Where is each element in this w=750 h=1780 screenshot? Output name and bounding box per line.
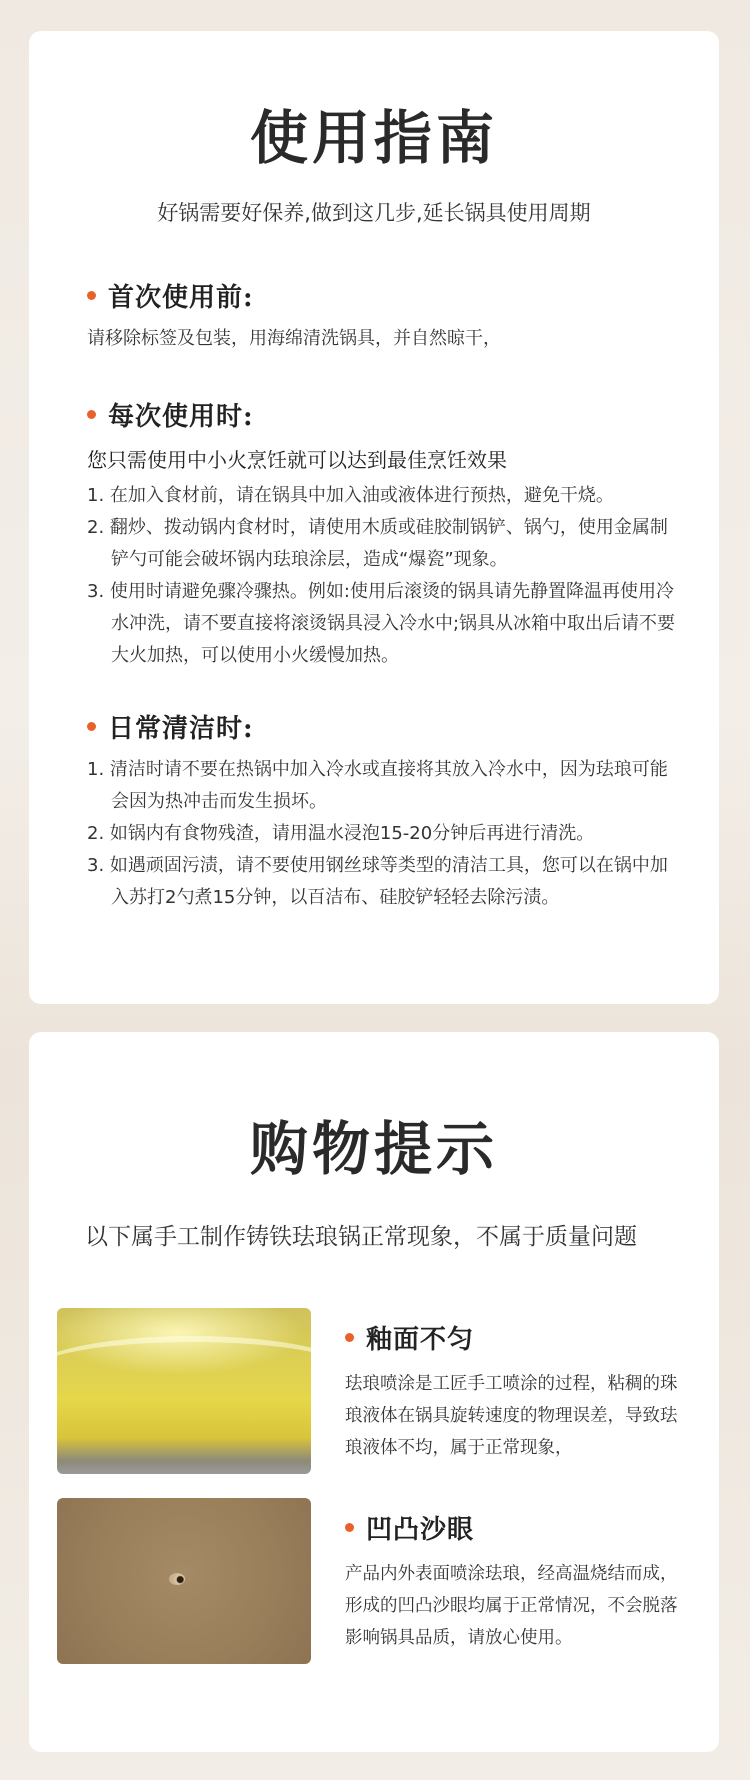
list-item: 2. 翻炒、拨动锅内食材时，请使用木质或硅胶制锅铲、锅勺，使用金属制铲勺可能会破坏锅内珐琅涂层，造成“爆瓷”现象。	[87, 517, 668, 570]
bullet-dot-icon	[345, 1333, 354, 1342]
instruction-list	[51, 754, 697, 914]
shopping-tips-card	[29, 1032, 719, 1752]
shopping-title: 购物提示	[249, 1115, 498, 1183]
bullet-dot-icon	[87, 291, 96, 300]
list-item: 2. 如锅内有食物残渣，请用温水浸泡15-20分钟后再进行清洗。	[87, 823, 595, 844]
shopping-subtitle: 以下属手工制作铸铁珐琅锅正常现象，不属于质量问题	[85, 1224, 637, 1250]
tip-pinholes	[57, 1498, 697, 1664]
usage-guide-card	[29, 31, 719, 1004]
section-each-use	[51, 394, 697, 672]
section-text: 请移除标签及包装，用海绵清洗锅具，并自然晾干，	[87, 328, 501, 349]
section-title: 每次使用时:	[108, 401, 254, 432]
tip-title: 釉面不匀	[366, 1324, 475, 1355]
list-item: 1. 清洁时请不要在热锅中加入冷水或直接将其放入冷水中，因为珐琅可能会因为热冲击而发生损坏。	[87, 759, 668, 812]
section-title: 首次使用前:	[108, 282, 254, 313]
section-lead: 您只需使用中小火烹饪就可以达到最佳烹饪效果	[87, 448, 507, 472]
section-daily-cleaning	[51, 706, 697, 914]
list-item: 1. 在加入食材前，请在锅具中加入油或液体进行预热，避免干烧。	[87, 485, 614, 506]
guide-title: 使用指南	[249, 104, 498, 172]
instruction-list	[51, 480, 697, 672]
tip-text: 珐琅喷涂是工匠手工喷涂的过程，粘稠的珠琅液体在锅具旋转速度的物理误差，导致珐琅液体不均，属于正常现象，	[345, 1374, 678, 1458]
pinhole-photo	[57, 1498, 311, 1664]
list-item: 3. 如遇顽固污渍，请不要使用钢丝球等类型的清洁工具，您可以在锅中加入苏打2勺煮15分钟，以百洁布、硅胶铲轻轻去除污渍。	[87, 855, 668, 908]
glaze-photo	[57, 1308, 311, 1474]
section-title: 日常清洁时:	[108, 713, 254, 744]
bullet-dot-icon	[87, 722, 96, 731]
tip-title: 凹凸沙眼	[366, 1514, 475, 1545]
tip-uneven-glaze	[57, 1308, 697, 1474]
list-item: 3. 使用时请避免骤冷骤热。例如:使用后滚烫的锅具请先静置降温再使用冷水冲洗，请不要直接将滚烫锅具浸入冷水中;锅具从冰箱中取出后请不要大火加热，可以使用小火缓慢加热。	[87, 581, 676, 666]
bullet-dot-icon	[345, 1523, 354, 1532]
guide-subtitle: 好锅需要好保养,做到这几步,延长锅具使用周期	[157, 201, 591, 225]
bullet-dot-icon	[87, 410, 96, 419]
section-first-use	[51, 275, 697, 354]
tip-text: 产品内外表面喷涂珐琅，经高温烧结而成，形成的凹凸沙眼均属于正常情况，不会脱落影响锅具品质，请放心使用。	[345, 1564, 678, 1648]
